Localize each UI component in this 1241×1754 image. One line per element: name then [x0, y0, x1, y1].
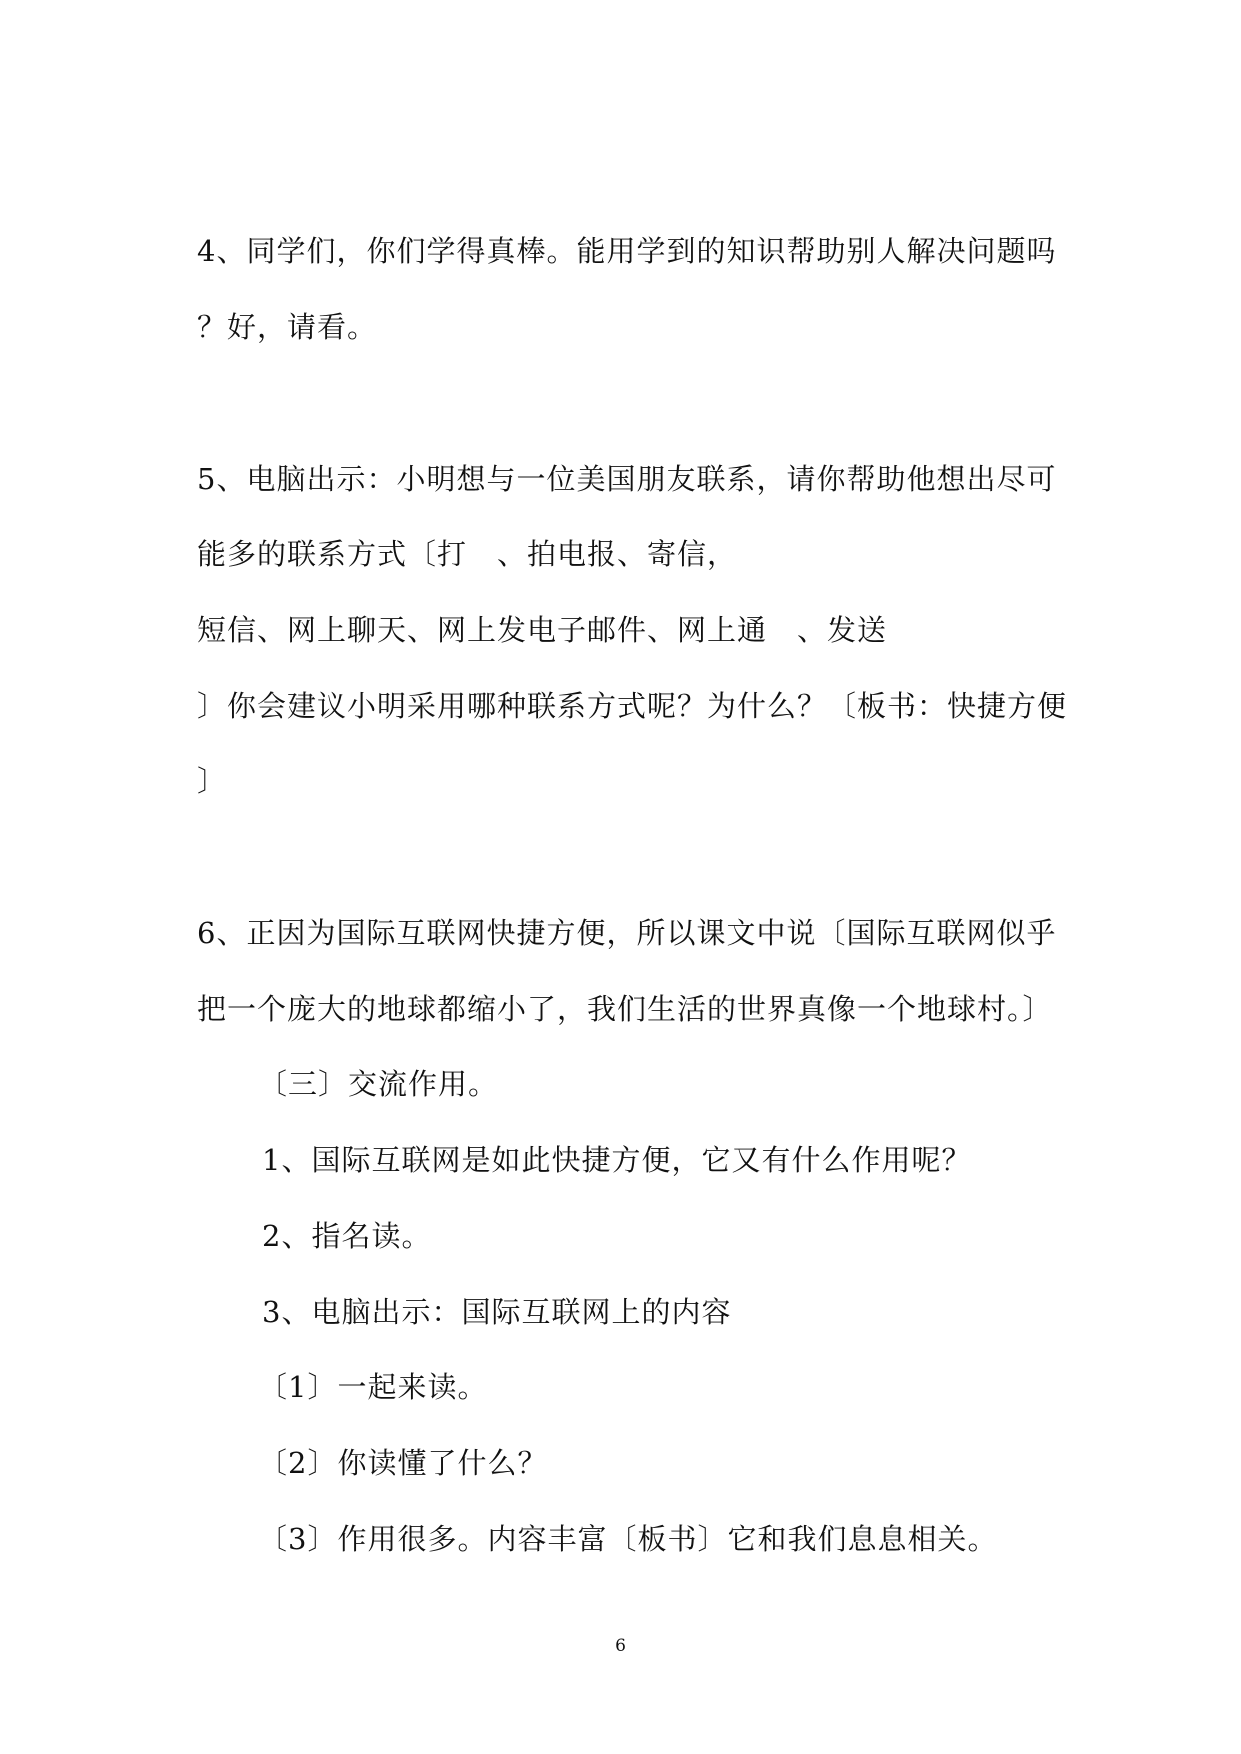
section-item-2: 2、指名读。 — [262, 1219, 432, 1253]
subitem-3: 〔3〕作用很多。内容丰富〔板书〕它和我们息息相关。 — [258, 1522, 998, 1556]
paragraph-5-line-5: 〕 — [197, 764, 228, 798]
paragraph-5-line-1: 5、电脑出示：小明想与一位美国朋友联系，请你帮助他想出尽可 — [197, 462, 1057, 496]
section-item-1: 1、国际互联网是如此快捷方便，它又有什么作用呢？ — [262, 1143, 972, 1177]
paragraph-5-line-4: 〕你会建议小明采用哪种联系方式呢？为什么？〔板书：快捷方便 — [197, 689, 1068, 723]
paragraph-6-line-2: 把一个庞大的地球都缩小了，我们生活的世界真像一个地球村。〕 — [197, 992, 1053, 1026]
page-number: 6 — [615, 1636, 626, 1656]
paragraph-5-line-3: 短信、网上聊天、网上发电子邮件、网上通 、发送 — [197, 613, 888, 647]
section-heading: 〔三〕交流作用。 — [258, 1067, 499, 1101]
paragraph-6-line-1: 6、正因为国际互联网快捷方便，所以课文中说〔国际互联网似乎 — [197, 916, 1057, 950]
paragraph-4-line-1: 4、同学们，你们学得真棒。能用学到的知识帮助别人解决问题吗 — [197, 234, 1057, 268]
subitem-2: 〔2〕你读懂了什么？ — [258, 1446, 548, 1480]
subitem-1: 〔1〕一起来读。 — [258, 1370, 488, 1404]
paragraph-4-line-2: ？好，请看。 — [197, 310, 378, 344]
paragraph-5-line-2: 能多的联系方式〔打 、拍电报、寄信， — [197, 537, 738, 571]
section-item-3: 3、电脑出示：国际互联网上的内容 — [262, 1295, 732, 1329]
